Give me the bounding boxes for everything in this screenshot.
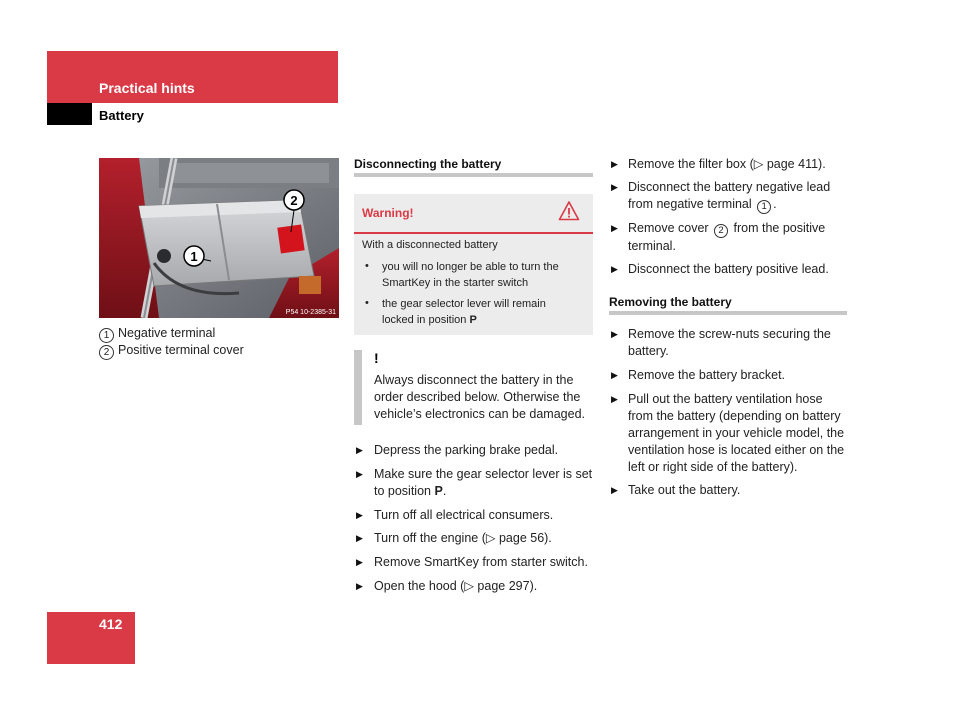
step-arrow-icon: ▶	[611, 485, 618, 495]
callout-2-label: 2	[290, 193, 298, 208]
caption-number: 2	[99, 345, 114, 360]
battery-photo	[99, 158, 339, 318]
heading-disconnecting: Disconnecting the battery	[354, 157, 502, 171]
caption-number: 1	[99, 328, 114, 343]
step-line: Disconnect the battery negative lead	[628, 180, 831, 194]
step-line	[374, 483, 592, 500]
step-arrow-icon: ▶	[611, 182, 618, 192]
step-arrow-icon: ▶	[611, 264, 618, 274]
warning-item-1	[382, 259, 559, 291]
step-text: Remove cover	[628, 221, 713, 235]
step-arrow-icon: ▶	[356, 510, 363, 520]
step-arrow-icon: ▶	[611, 159, 618, 169]
warning-intro: With a disconnected battery	[362, 239, 498, 251]
caption-positive-cover	[99, 343, 244, 360]
position-p: P	[434, 484, 443, 498]
step-line: battery.	[628, 344, 669, 358]
step-line: Make sure the gear selector lever is set	[374, 467, 593, 481]
warning-item-line: the gear selector lever will remain	[382, 298, 546, 310]
step-line: Remove the screw-nuts securing the	[628, 327, 831, 341]
caption-negative-terminal	[99, 326, 215, 343]
section-title: Practical hints	[99, 80, 195, 96]
warning-bullet: •	[365, 260, 369, 272]
step-text: .	[442, 484, 447, 498]
step-engine-off: Turn off the engine (▷ page 56).	[374, 531, 552, 545]
note-exclamation-icon: !	[374, 350, 379, 366]
step-parking-brake: Depress the parking brake pedal.	[374, 443, 559, 457]
callout-1-label: 1	[190, 249, 198, 264]
step-take-out: Take out the battery.	[628, 483, 741, 497]
step-arrow-icon: ▶	[356, 469, 363, 479]
warning-triangle-icon	[558, 200, 580, 222]
position-p: P	[469, 314, 477, 326]
warning-title: Warning!	[362, 206, 414, 220]
step-line: left or right side of the battery).	[628, 460, 798, 474]
warning-item-line: you will no longer be able to turn the	[382, 261, 559, 273]
step-smartkey: Remove SmartKey from starter switch.	[374, 555, 588, 569]
step-line: arrangement in your vehicle model, the	[628, 426, 845, 440]
step-remove-cover	[628, 220, 825, 255]
step-arrow-icon: ▶	[356, 581, 363, 591]
step-filter-box: Remove the filter box (▷ page 411).	[628, 157, 826, 171]
callout-ref: 2	[714, 224, 728, 238]
step-line: ventilation hose is located either on the	[628, 443, 845, 457]
step-text: .	[773, 197, 777, 211]
step-gear-selector	[374, 466, 592, 500]
caption-text: Negative terminal	[118, 326, 216, 340]
step-line	[628, 196, 830, 214]
heading-rule	[354, 173, 593, 177]
callout-ref: 1	[757, 200, 771, 214]
step-line: Pull out the battery ventilation hose	[628, 392, 823, 406]
warning-divider	[354, 232, 593, 234]
header-tab-marker	[47, 103, 92, 125]
warning-item-line: SmartKey in the starter switch	[382, 277, 529, 289]
step-screw-nuts	[628, 326, 831, 360]
step-text: to position	[374, 484, 435, 498]
step-line	[628, 220, 825, 238]
warning-bullet: •	[365, 297, 369, 309]
step-bracket: Remove the battery bracket.	[628, 368, 786, 382]
step-positive-lead: Disconnect the battery positive lead.	[628, 262, 829, 276]
warning-item-2	[382, 296, 546, 328]
step-text: from the positive	[730, 221, 826, 235]
step-arrow-icon: ▶	[611, 223, 618, 233]
step-arrow-icon: ▶	[611, 370, 618, 380]
heading-rule	[609, 311, 847, 315]
page-number: 412	[99, 616, 123, 632]
step-ventilation-hose	[628, 391, 844, 476]
step-text: from negative terminal	[628, 197, 756, 211]
step-open-hood: Open the hood (▷ page 297).	[374, 579, 538, 593]
step-arrow-icon: ▶	[356, 557, 363, 567]
step-arrow-icon: ▶	[611, 329, 618, 339]
warning-item-line	[382, 312, 546, 328]
step-electrical: Turn off all electrical consumers.	[374, 508, 554, 522]
note-text: Always disconnect the battery in the order described below. Otherwise the vehicle’s electronics can be damaged.	[374, 373, 586, 421]
step-arrow-icon: ▶	[356, 445, 363, 455]
note-bar	[354, 350, 362, 425]
warning-item-text: locked in position	[382, 314, 470, 326]
caption-text: Positive terminal cover	[118, 343, 244, 357]
step-negative-lead	[628, 179, 830, 214]
heading-removing: Removing the battery	[609, 295, 732, 309]
subsection-title: Battery	[99, 108, 144, 123]
image-code: P54 10-2385-31	[285, 309, 336, 316]
step-arrow-icon: ▶	[611, 394, 618, 404]
step-line: from the battery (depending on battery	[628, 409, 841, 423]
step-arrow-icon: ▶	[356, 533, 363, 543]
step-line: terminal.	[628, 239, 676, 253]
